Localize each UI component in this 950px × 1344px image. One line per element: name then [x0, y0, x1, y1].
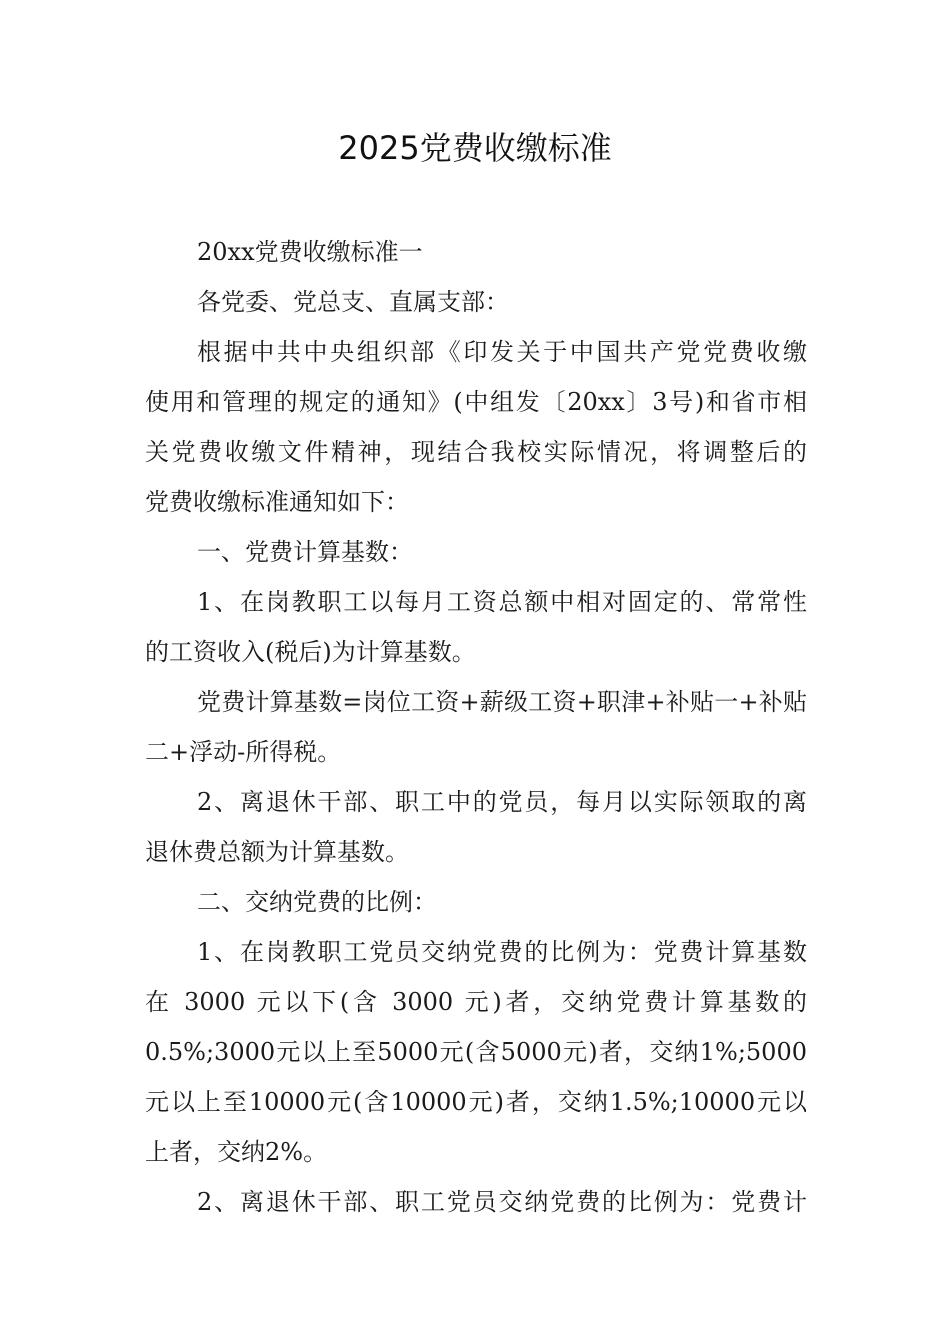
text-line: 退休费总额为计算基数。	[145, 838, 409, 866]
text-line: 1、在岗教职工党员交纳党费的比例为：党费计算基数	[197, 938, 807, 966]
text-line: 关党费收缴文件精神，现结合我校实际情况，将调整后的	[145, 438, 807, 466]
text-line: 上者，交纳2%。	[145, 1138, 328, 1166]
text-line: 党费收缴标准通知如下：	[145, 488, 409, 516]
text-line: 2、离退休干部、职工中的党员，每月以实际领取的离	[197, 788, 807, 816]
text-line: 0.5%;3000元以上至5000元(含5000元)者，交纳1%;5000	[145, 1038, 807, 1066]
text-line: 使用和管理的规定的通知》(中组发〔20xx〕3号)和省市相	[145, 388, 807, 416]
text-line: 1、在岗教职工以每月工资总额中相对固定的、常常性	[197, 588, 807, 616]
text-line: 在 3000 元以下(含 3000 元)者，交纳党费计算基数的	[145, 988, 807, 1016]
text-line: 各党委、党总支、直属支部：	[197, 288, 509, 316]
text-line: 二、交纳党费的比例：	[197, 888, 437, 916]
text-line: 2、离退休干部、职工党员交纳党费的比例为：党费计	[197, 1188, 807, 1216]
text-line: 党费计算基数=岗位工资+薪级工资+职津+补贴一+补贴	[197, 688, 807, 716]
text-line: 的工资收入(税后)为计算基数。	[145, 638, 476, 666]
document-title: 2025党费收缴标准	[338, 129, 612, 167]
text-line: 二+浮动-所得税。	[145, 738, 342, 766]
text-line: 元以上至10000元(含10000元)者，交纳1.5%;10000元以	[145, 1088, 807, 1116]
text-line: 一、党费计算基数：	[197, 538, 413, 566]
text-line: 根据中共中央组织部《印发关于中国共产党党费收缴	[197, 338, 807, 366]
document-body	[145, 227, 807, 1227]
text-line: 20xx党费收缴标准一	[197, 238, 423, 266]
